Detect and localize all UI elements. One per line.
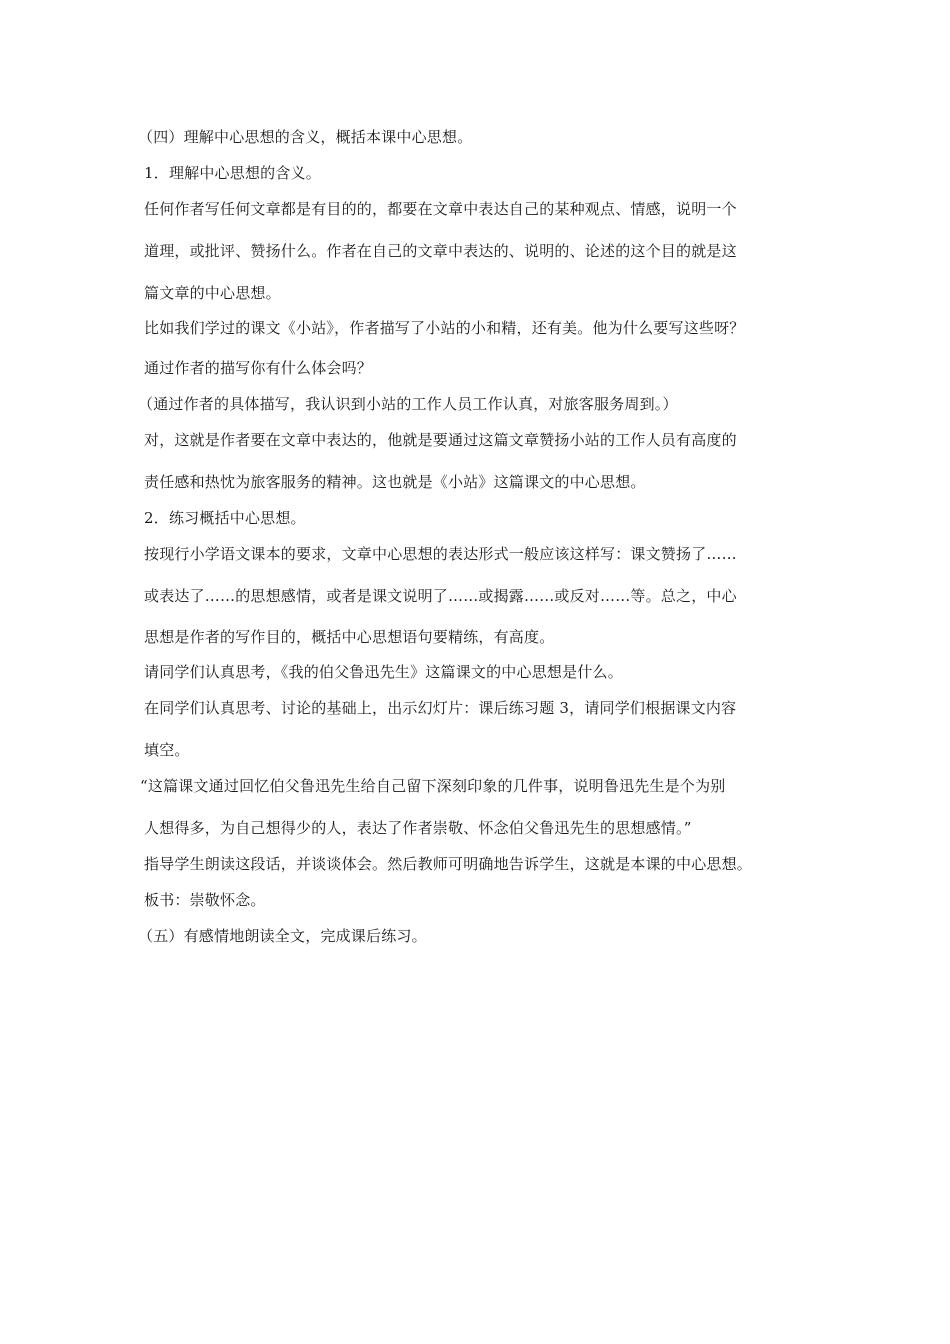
- paragraph-line: 在同学们认真思考、讨论的基础上，出示幻灯片：课后练习题 3，请同学们根据课文内容: [144, 699, 737, 717]
- paragraph-line: 篇文章的中心思想。: [144, 284, 281, 302]
- paragraph-line: 任何作者写任何文章都是有目的的，都要在文章中表达自己的某种观点、情感，说明一个: [144, 200, 737, 218]
- paragraph-line: 责任感和热忱为旅客服务的精神。这也就是《小站》这篇课文的中心思想。: [144, 473, 646, 491]
- paragraph-line: （通过作者的具体描写，我认识到小站的工作人员工作认真，对旅客服务周到。）: [138, 395, 678, 413]
- paragraph-line: 比如我们学过的课文《小站》，作者描写了小站的小和精，还有美。他为什么要写这些呀？: [144, 319, 745, 337]
- paragraph-line: 按现行小学语文课本的要求，文章中心思想的表达形式一般应该这样写：课文赞扬了……: [144, 545, 737, 563]
- paragraph-line: 通过作者的描写你有什么体会吗？: [144, 359, 373, 377]
- blackboard-note: 板书：崇敬怀念。: [144, 891, 266, 909]
- paragraph-line: 请同学们认真思考，《我的伯父鲁迅先生》这篇课文的中心思想是什么。: [144, 663, 623, 681]
- section-heading-4: （四）理解中心思想的含义，概括本课中心思想。: [138, 128, 473, 146]
- paragraph-line: 思想是作者的写作目的，概括中心思想语句要精练，有高度。: [144, 628, 555, 646]
- paragraph-line: 道理，或批评、赞扬什么。作者在自己的文章中表达的、说明的、论述的这个目的就是这: [144, 242, 737, 260]
- subheading-2: 2．练习概括中心思想。: [144, 509, 306, 527]
- paragraph-line: 指导学生朗读这段话，并谈谈体会。然后教师可明确地告诉学生，这就是本课的中心思想。: [144, 855, 753, 873]
- quote-line: 人想得多，为自己想得少的人，表达了作者崇敬、怀念伯父鲁迅先生的思想感情。”: [144, 819, 692, 837]
- subheading-1: 1．理解中心思想的含义。: [144, 164, 321, 182]
- paragraph-line: 对，这就是作者要在文章中表达的，他就是要通过这篇文章赞扬小站的工作人员有高度的: [144, 431, 737, 449]
- quote-line: “这篇课文通过回忆伯父鲁迅先生给自己留下深刻印象的几件事，说明鲁迅先生是个为别: [140, 777, 726, 795]
- section-heading-5: （五）有感情地朗读全文，完成课后练习。: [138, 927, 427, 945]
- paragraph-line: 或表达了……的思想感情，或者是课文说明了……或揭露……或反对……等。总之，中心: [144, 587, 737, 605]
- paragraph-line: 填空。: [144, 741, 190, 759]
